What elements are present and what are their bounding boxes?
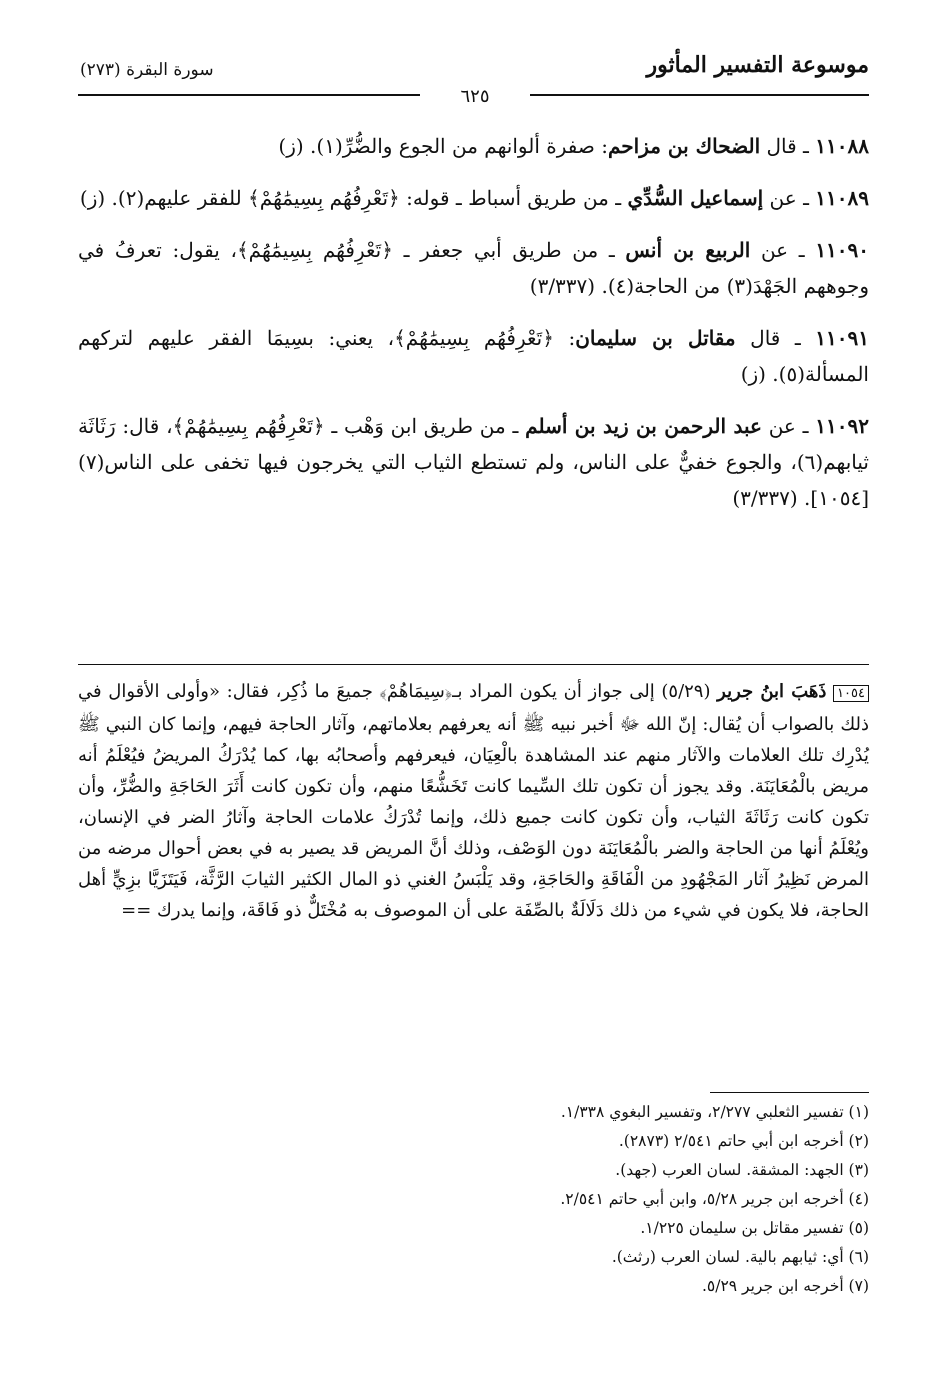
entry: ١١٠٩١ ـ قال مقاتل بن سليمان: ﴿تَعْرِفُهُم بِسِيمَٰهُمْ﴾، يعني: بسِيمَا الفقر عليهم لتركهم المسألة(٥). (ز) [78,326,869,386]
series-title: موسوعة التفسير المأثور [646,52,869,78]
entry: ١١٠٨٩ ـ عن إسماعيل السُّدِّي ـ من طريق أسباط ـ قوله: ﴿تَعْرِفُهُم بِسِيمَٰهُمْ﴾ للفقر عليهم(٢). (ز) [79,186,869,210]
verse-number: (٢٧٣) [80,60,121,80]
entry-number: ١١٠٩١ [815,326,869,350]
entry: ١١٠٩٢ ـ عن عبد الرحمن بن زيد بن أسلم ـ من طريق ابن وَهْب ـ ﴿تَعْرِفُهُم بِسِيمَٰهُمْ﴾، قال: رَثَاثَة ثيابهم(٦)، والجوع خفيٌّ على الناس، ولم تستطع الثياب التي يخرجون فيها تخفى على الناس(٧)[١٠٥٤]. (٣/٣٣٧) [78,414,869,510]
narrator-name: مقاتل بن سليمان [575,326,736,350]
entry: ١١٠٨٨ ـ قال الضحاك بن مزاحم: صفرة ألوانهم من الجوع والضُّرِّ(١). (ز) [278,134,869,158]
footnote: (٧) أخرجه ابن جرير ٥/٢٩. [701,1277,869,1295]
entry-number: ١١٠٨٨ [815,134,869,158]
commentary-divider [78,664,869,665]
footnotes [78,1098,869,1301]
commentary-text: (٥/٢٩) إلى جواز أن يكون المراد بـ﴿سِيمَاهُمْ﴾ جميعَ ما ذُكِر، فقال: «وأولى الأقوال في ذلك بالصواب أن يُقال: إنّ الله ﷻ أخبر نبيه ﷺ أنه يعرفهم بعلاماتهم، وآثار الحاجة فيهم، وإنما كان النبي ﷺ يُدْرِك تلك العلامات والآثار منهم عند المشاهدة بالْعِيَان، فيعرفهم وأصحابُه بها، كما يُدْرَكُ المريضُ فيُعْلَمُ أنه مريض بالْمُعَايَنَة. وقد يجوز أن تكون تلك السِّيما كانت تَخَشُّعًا منهم، وأن تكون كانت أَثَرَ الحَاجَةِ والضُّرِّ، وأن تكون كانت رَثَاثَةَ الثياب، وأن تكون كانت جميع ذلك، وإنما تُدْرَكُ علامات الحاجة وآثارُ الضر في الإنسان، ويُعْلَمُ أنها من الحاجة والضر بالْمُعَايَنَة دون الوَصْف، وذلك أنَّ المريض قد يصير به في بعض أحوال مرضه من المرض نَظِيرُ آثار المَجْهُودِ من الْفَاقَةِ والحَاجَةِ، وقد يَلْبَسُ الغني ذو المال الكثير الثيابَ الرَّثَّة، فَيَتَزَيَّا بزِيٍّ أهل الحاجة، فلا يكون في شيء من ذلك دَلَالَةٌ بالصِّفَة على أن الموصوف به مُخْتَلٌّ ذو فَاقَة، وإنما يدرك == [78,681,869,921]
entry-text: ـ من طريق ابن وَهْب ـ ﴿تَعْرِفُهُم بِسِيمَٰهُمْ﴾، قال: رَثَاثَة ثيابهم(٦)، والجوع خفيٌّ على الناس، ولم تستطع الثياب التي يخرجون فيها تخفى على الناس(٧)[١٠٥٤]. (٣/٣٣٧) [78,414,869,510]
entry-text: ـ من طريق أبي جعفر ـ ﴿تَعْرِفُهُم بِسِيمَٰهُمْ﴾، يقول: تعرفُ في وجوههم الجَهْدَ(٣) من الحاجة(٤). (٣/٣٣٧) [78,238,869,298]
page-number: ٦٢٥ [420,86,530,108]
entry-number: ١١٠٩٠ [815,238,870,262]
footnote-divider [710,1092,869,1093]
footnote: (٦) أي: ثيابهم بالية. لسان العرب (رثث). [611,1248,869,1266]
entry-number: ١١٠٨٩ [815,186,869,210]
surah-name: سورة البقرة [126,60,214,80]
entry-text: : ﴿تَعْرِفُهُم بِسِيمَٰهُمْ﴾، يعني: بسِيمَا الفقر عليهم لتركهم المسألة(٥). (ز) [78,326,869,386]
commentary-number-box: ١٠٥٤ [833,685,869,702]
narrator-name: إسماعيل السُّدِّي [627,186,764,210]
footnote: (٥) تفسير مقاتل بن سليمان ١/٢٢٥. [640,1219,869,1237]
running-header-surah [80,60,214,80]
narrator-name: عبد الرحمن بن زيد بن أسلم [525,414,762,438]
entry-text: : صفرة ألوانهم من الجوع والضُّرِّ(١). (ز) [278,134,608,158]
commentary-author: ذَهَبَ ابنُ جرير [717,681,827,702]
footnote: (٣) الجهد: المشقة. لسان العرب (جهد). [615,1161,869,1179]
footnote: (١) تفسير الثعلبي ٢/٢٧٧، وتفسير البغوي ١/٣٣٨. [560,1103,869,1121]
entries [78,128,869,532]
commentary [78,676,869,926]
footnote: (٤) أخرجه ابن جرير ٥/٢٨، وابن أبي حاتم ٢/٥٤١. [560,1190,869,1208]
narrator-name: الضحاك بن مزاحم [607,134,761,158]
entry-number: ١١٠٩٢ [815,414,869,438]
entry: ١١٠٩٠ ـ عن الربيع بن أنس ـ من طريق أبي جعفر ـ ﴿تَعْرِفُهُم بِسِيمَٰهُمْ﴾، يقول: تعرفُ في وجوههم الجَهْدَ(٣) من الحاجة(٤). (٣/٣٣٧) [78,238,870,298]
footnote: (٢) أخرجه ابن أبي حاتم ٢/٥٤١ (٢٨٧٣). [618,1132,869,1150]
entry-text: ـ من طريق أسباط ـ قوله: ﴿تَعْرِفُهُم بِسِيمَٰهُمْ﴾ للفقر عليهم(٢). (ز) [79,186,622,210]
narrator-name: الربيع بن أنس [625,238,751,262]
